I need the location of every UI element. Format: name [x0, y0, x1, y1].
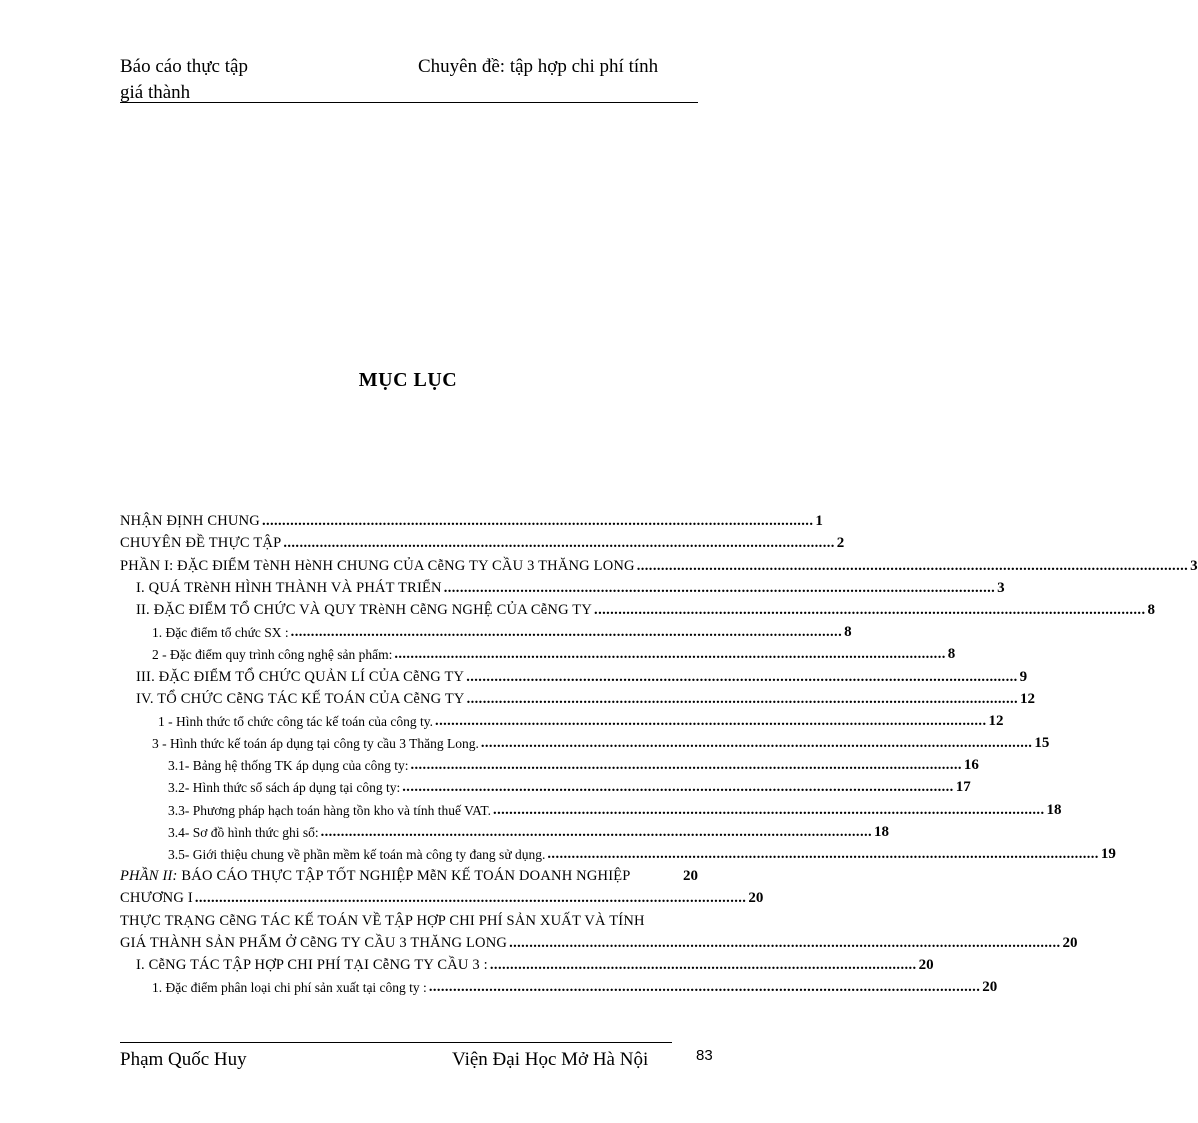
toc-entry-text: CHUYÊN ĐỀ THỰC TẬP [120, 535, 282, 552]
toc-entry-text: THỰC TRẠNG CễNG TÁC KẾ TOÁN VỀ TẬP HỢP CHI PHÍ SẢN XUẤT VÀ TÍNH [120, 912, 645, 929]
toc-entry-text: I. QUÁ TRèNH HÌNH THÀNH VÀ PHÁT TRIỂN [136, 579, 442, 596]
toc-entry-page: 15 [1034, 735, 1050, 752]
toc-entry-page: 18 [874, 823, 890, 840]
toc-leader-dots: ......................................................................................................................................... [547, 846, 1099, 862]
toc-entry-italic-prefix: PHẦN II: [120, 868, 178, 885]
toc-entry-page: 20 [982, 979, 998, 996]
footer-divider [120, 1042, 672, 1043]
toc-entry-text: 2 - Đặc điểm quy trình công nghệ sản phẩm: [152, 647, 393, 663]
toc-leader-dots: .......................................................................................................... [489, 956, 917, 973]
toc-entry-text: III. ĐẶC ĐIỂM TỔ CHỨC QUẢN LÍ CỦA CễNG TY [136, 668, 465, 685]
toc-entry-text: 3.3- Phương pháp hạch toán hàng tồn kho và tính thuế VAT. [168, 802, 492, 818]
toc-leader-dots: ......................................................................................................................................... [261, 513, 814, 530]
toc-leader-dots: ......................................................................................................................................... [394, 646, 946, 663]
toc-entry-page: 18 [1046, 801, 1062, 818]
toc-entry-page: 8 [844, 624, 852, 641]
toc-leader-dots: ......................................................................................................................................... [594, 601, 1146, 618]
toc-leader-dots: ......................................................................................................................................... [194, 890, 747, 907]
toc-entry-page: 20 [1062, 934, 1078, 951]
header-left-line2: giá thành [120, 82, 191, 103]
toc-entry[interactable] [120, 774, 971, 796]
toc-entry[interactable] [120, 508, 823, 530]
toc-entry-page: 16 [963, 757, 979, 774]
toc-leader-dots: ......................................................................................................................................... [480, 735, 1033, 752]
toc-entry-text: 1. Đặc điểm tổ chức SX : [152, 625, 289, 641]
toc-entry-page: 3 [997, 579, 1005, 596]
toc-entry-text: 3.5- Giới thiệu chung về phần mềm kế toán mà công ty đang sử dụng. [168, 847, 546, 862]
toc-entry[interactable] [120, 552, 1198, 574]
page-title: MỤC LỤC [358, 369, 458, 391]
toc-entry-page: 12 [1020, 690, 1036, 707]
toc-entry-page: 17 [955, 779, 971, 796]
header-left [120, 54, 248, 106]
toc-entry-text: 1. Đặc điểm phân loại chi phí sản xuất tại công ty : [152, 980, 427, 996]
toc-entry-text: 3 - Hình thức kế toán áp dụng tại công ty cầu 3 Thăng Long. [152, 736, 479, 752]
toc-entry[interactable] [120, 663, 1028, 685]
toc-leader-dots: ......................................................................................................................................... [410, 757, 962, 774]
toc-entry-page: 12 [988, 712, 1004, 729]
toc-entry[interactable] [120, 952, 934, 974]
toc-entry[interactable] [120, 885, 764, 907]
header-right: Chuyên đề: tập hợp chi phí tính [418, 56, 659, 77]
page-number: 83 [696, 1047, 713, 1064]
toc-entry[interactable] [120, 530, 845, 552]
table-of-contents [120, 508, 1198, 996]
toc-entry[interactable] [120, 686, 1036, 708]
toc-entry-text-rest: BÁO CÁO THỰC TẬP TỐT NGHIỆP MễN KẾ TOÁN DOANH NGHIỆP [177, 868, 631, 885]
toc-leader-dots: ......................................................................................................................................... [435, 712, 987, 729]
toc-entry-page: 9 [1019, 668, 1028, 685]
toc-leader-dots: ......................................................................................................................................... [466, 690, 1019, 707]
toc-leader-dots: ......................................................................................................................................... [509, 934, 1061, 951]
toc-entry[interactable] [120, 641, 956, 663]
toc-entry-text: 3.1- Bảng hệ thống TK áp dụng của công ty: [168, 758, 409, 774]
toc-entry-text: IV. TỔ CHỨC CễNG TÁC KẾ TOÁN CỦA CễNG TY [136, 690, 465, 707]
toc-entry-page: 8 [947, 646, 956, 663]
toc-leader-dots: ......................................................................................................................................... [466, 668, 1018, 685]
toc-entry-text: II. ĐẶC ĐIỂM TỔ CHỨC VÀ QUY TRèNH CễNG NGHỆ CỦA CễNG TY [136, 601, 593, 618]
toc-entry-page: 2 [836, 535, 845, 552]
toc-entry-text: NHẬN ĐỊNH CHUNG [120, 513, 260, 530]
toc-entry[interactable] [120, 730, 1050, 752]
toc-entry-page: 3 [1190, 557, 1198, 574]
toc-entry-page: 20 [748, 890, 764, 907]
toc-entry[interactable] [120, 907, 698, 929]
toc-leader-dots: ......................................................................................................................................... [290, 624, 843, 641]
toc-entry-text: 3.4- Sơ đồ hình thức ghi sổ: [168, 824, 319, 840]
toc-entry-page: 1 [815, 513, 823, 530]
toc-leader-dots: ......................................................................................................................................... [428, 979, 981, 996]
toc-entry-text: I. CễNG TÁC TẬP HỢP CHI PHÍ TẠI CễNG TY CẦU 3 : [136, 956, 488, 973]
toc-entry-text [120, 868, 631, 885]
toc-leader-dots: ......................................................................................................................................... [283, 535, 835, 552]
toc-leader-dots: ......................................................................................................................................... [402, 779, 954, 796]
toc-entry[interactable] [120, 575, 1005, 597]
toc-entry[interactable] [120, 974, 998, 996]
toc-entry[interactable] [120, 708, 1004, 730]
toc-entry-page: 20 [918, 956, 934, 973]
toc-entry-text: 3.2- Hình thức sổ sách áp dụng tại công ty: [168, 780, 401, 796]
toc-entry[interactable] [120, 752, 979, 774]
toc-entry-text: PHẦN I: ĐẶC ĐIỂM TèNH HèNH CHUNG CỦA CễNG TY CẦU 3 THĂNG LONG [120, 557, 635, 574]
toc-entry-page: 8 [1147, 601, 1155, 618]
footer-institution: Viện Đại Học Mở Hà Nội [452, 1049, 649, 1070]
header-divider [120, 102, 698, 103]
toc-entry[interactable] [120, 597, 1155, 619]
toc-entry[interactable] [120, 796, 1062, 818]
toc-leader-dots: ......................................................................................................................................... [493, 801, 1045, 818]
header-left-line1: Báo cáo thực tập [120, 56, 248, 77]
toc-entry-text: 1 - Hình thức tổ chức công tác kế toán của công ty. [158, 713, 434, 729]
toc-entry[interactable] [120, 930, 1078, 952]
toc-entry-text: GIÁ THÀNH SẢN PHẨM Ở CễNG TY CẦU 3 THĂNG LONG [120, 934, 508, 951]
toc-entry-page: 20 [683, 868, 698, 885]
toc-leader-dots: ......................................................................................................................................... [320, 823, 873, 840]
toc-entry-text: CHƯƠNG I [120, 890, 193, 907]
toc-leader-dots: ......................................................................................................................................... [636, 557, 1189, 574]
toc-entry[interactable] [120, 863, 698, 885]
toc-entry[interactable] [120, 819, 890, 841]
toc-leader-dots: ......................................................................................................................................... [443, 579, 996, 596]
toc-entry-page: 19 [1100, 846, 1116, 862]
toc-entry[interactable] [120, 841, 1116, 863]
toc-entry[interactable] [120, 619, 852, 641]
footer-author: Phạm Quốc Huy [120, 1049, 247, 1070]
